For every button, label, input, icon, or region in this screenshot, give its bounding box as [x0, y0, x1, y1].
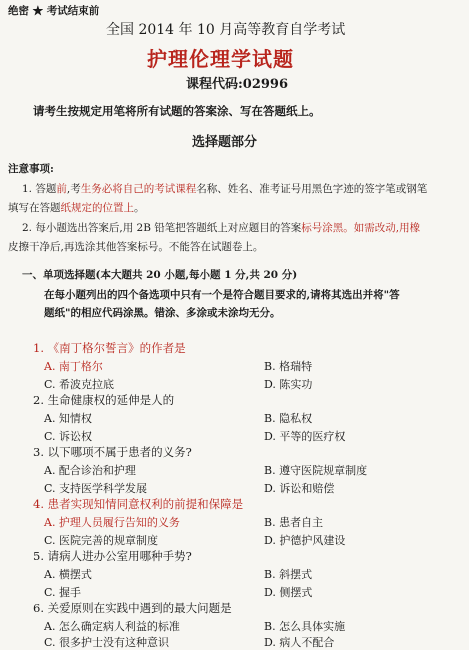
part-1-heading: 一、单项选择题(本大题共 20 小题,每小题 1 分,共 20 分)	[22, 269, 298, 281]
option-a: A. 知情权	[44, 412, 92, 425]
option-d: D. 侧摆式	[264, 586, 313, 599]
note-2-line-2: 皮擦干净后,再选涂其他答案标号。不能答在试题卷上。	[8, 241, 264, 253]
option-c: C. 很多护士没有这种意识	[44, 636, 170, 649]
note-1-highlight: 纸规定的位置上	[60, 202, 134, 214]
note-1-text: 填写在答题	[8, 202, 61, 214]
option-b: B. 隐私权	[264, 412, 313, 425]
option-c: C. 握手	[44, 586, 82, 599]
option-d: D. 平等的医疗权	[264, 430, 346, 443]
instruction: 请考生按规定用笔将所有试题的答案涂、写在答题纸上。	[33, 104, 321, 118]
option-b: B. 怎么具体实施	[264, 620, 346, 633]
option-a: A. 南丁格尔	[44, 360, 103, 373]
note-1-line-1	[22, 181, 427, 196]
option-d: D. 陈实功	[264, 378, 313, 391]
secret-mark: 绝密 ★ 考试结束前	[8, 5, 100, 17]
option-a: A. 护理人员履行告知的义务	[44, 516, 180, 529]
option-b: B. 遵守医院规章制度	[264, 464, 368, 477]
section-title: 选择题部分	[192, 135, 258, 150]
exam-name: 全国 2014 年 10 月高等教育自学考试	[106, 22, 346, 38]
note-1-text: 名称、姓名、准考证号用黑色字迹的签字笔或钢笔	[196, 183, 428, 195]
option-d: D. 护德护风建设	[264, 534, 346, 547]
note-1-text: 。	[134, 202, 145, 214]
note-1-line-2	[8, 200, 145, 215]
note-2-text: 2. 每小题选出答案后,用 2B 铅笔把答题纸上对应题目的答案	[22, 222, 302, 234]
option-d: D. 病人不配合	[264, 636, 335, 649]
part-1-desc-2: 题纸"的相应代码涂黑。错涂、多涂或未涂均无分。	[44, 307, 281, 319]
question-stem: 2. 生命健康权的延伸是人的	[33, 393, 175, 407]
paper-title: 护理伦理学试题	[147, 47, 294, 71]
note-1-highlight: 前	[56, 183, 67, 195]
question-stem: 5. 请病人进办公室用哪种手势?	[33, 549, 192, 563]
question-stem: 6. 关爱原则在实践中遇到的最大问题是	[33, 601, 232, 615]
option-c: C. 诉讼权	[44, 430, 93, 443]
part-1-desc-1: 在每小题列出的四个备选项中只有一个是符合题目要求的,请将其选出并将"答	[44, 289, 400, 301]
option-d: D. 诉讼和赔偿	[264, 482, 335, 495]
note-1-highlight: 生务必将自己的考试课程	[80, 183, 197, 195]
option-a: A. 配合诊治和护理	[44, 464, 136, 477]
note-1-text: ,考	[66, 183, 81, 195]
question-stem: 1. 《南丁格尔誓言》的作者是	[33, 341, 186, 355]
option-b: B. 格瑞特	[264, 360, 313, 373]
option-c: C. 支持医学科学发展	[44, 482, 148, 495]
option-c: C. 医院完善的规章制度	[44, 534, 159, 547]
question-stem: 4. 患者实现知情同意权利的前提和保障是	[33, 497, 244, 511]
option-a: A. 怎么确定病人利益的标准	[44, 620, 180, 633]
option-b: B. 斜摆式	[264, 568, 313, 581]
question-stem: 3. 以下哪项不属于患者的义务?	[33, 445, 192, 459]
option-b: B. 患者自主	[264, 516, 324, 529]
course-code: 课程代码:02996	[186, 77, 289, 92]
notes-heading: 注意事项:	[8, 163, 54, 175]
note-1-text: 1. 答题	[22, 183, 57, 195]
option-a: A. 横摆式	[44, 568, 92, 581]
note-2-line-1	[22, 220, 420, 235]
note-2-highlight: 标号涂黑。如需改动,用橡	[301, 222, 421, 234]
option-c: C. 希波克拉底	[44, 378, 115, 391]
